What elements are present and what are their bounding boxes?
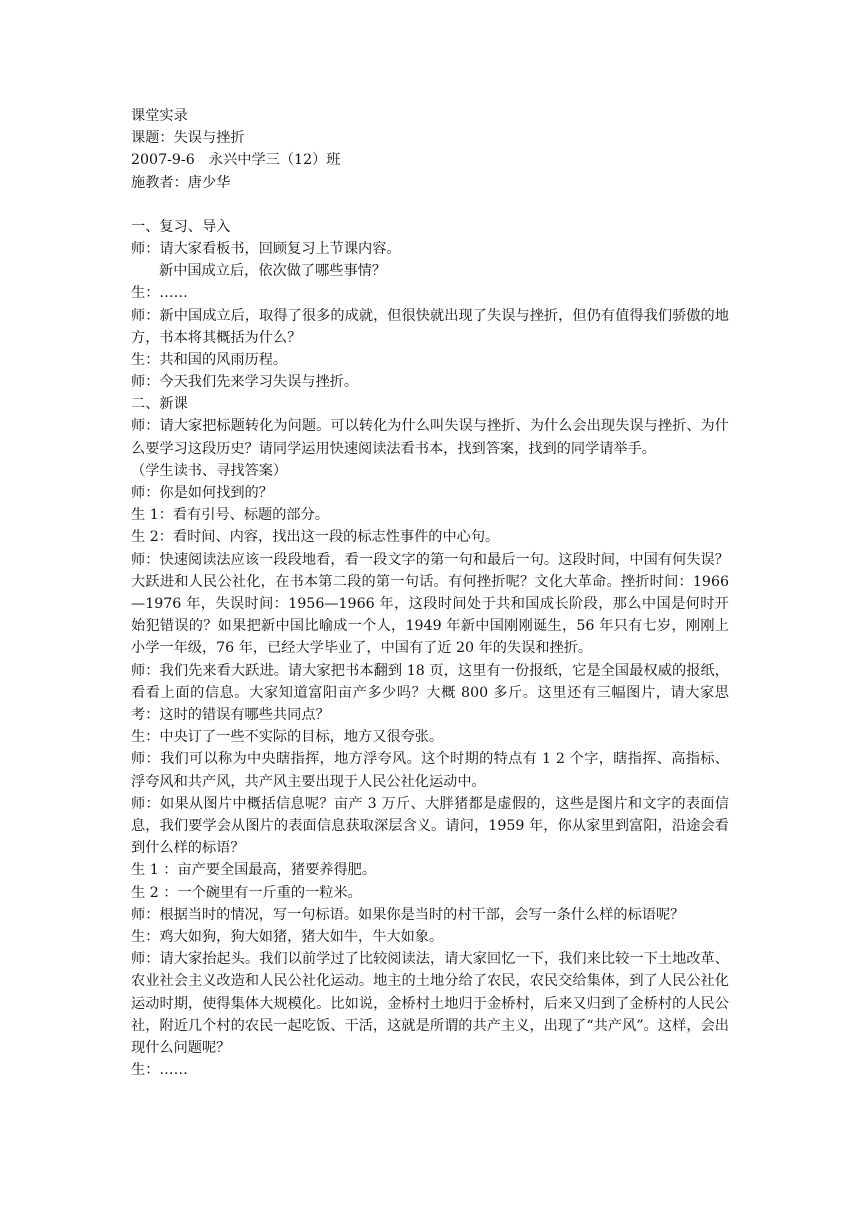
dialogue-line: 师：根据当时的情况，写一句标语。如果你是当时的村干部，会写一条什么样的标语呢？ (131, 906, 685, 923)
section-review-heading: 一、复习、导入 (131, 218, 231, 235)
dialogue-paragraph: 师：我们可以称为中央瞎指挥，地方浮夸风。这个时期的特点有 1 2 个字，瞎指挥、高指标、浮夸风和共产风，共产风主要出现于人民公社化运动中。 (131, 751, 729, 790)
dialogue-paragraph: 师：新中国成立后，取得了很多的成就，但很快就出现了失误与挫折，但仍有值得我们骄傲的地方，书本将其概括为什么？ (131, 307, 729, 346)
blank-line (131, 194, 729, 216)
section-new-lesson-heading: 二、新课 (131, 396, 188, 413)
dialogue-line: 生：共和国的风雨历程。 (131, 351, 288, 368)
dialogue-paragraph: 师：如果从图片中概括信息呢？亩产 3 万斤、大胖猪都是虚假的，这些是图片和文字的表面信息，我们要学会从图片的表面信息获取深层含义。请问，1959 年，你从家里到富阳，沿途会看到什么样的标语？ (131, 795, 729, 857)
dialogue-paragraph: 师：请大家把标题转化为问题。可以转化为什么叫失误与挫折、为什么会出现失误与挫折、为什么要学习这段历史？请同学运用快速阅读法看书本，找到答案，找到的同学请举手。 (131, 418, 729, 457)
dialogue-line: 新中国成立后，依次做了哪些事情？ (159, 263, 387, 280)
date-and-class: 2007-9-6 永兴中学三（12）班 (131, 152, 341, 169)
stage-direction: （学生读书、寻找答案） (131, 462, 288, 479)
record-label: 课堂实录 (131, 108, 188, 124)
lesson-topic: 课题：失误与挫折 (131, 130, 245, 147)
dialogue-line: 生 1 ：亩产要全国最高，猪要养得肥。 (131, 862, 377, 879)
dialogue-line: 师：你是如何找到的？ (131, 485, 273, 502)
document-page (131, 105, 729, 1081)
dialogue-line: 生 2：看时间、内容，找出这一段的标志性事件的中心句。 (131, 529, 500, 546)
dialogue-line: 生 1：看有引号、标题的部分。 (131, 507, 329, 524)
dialogue-line: 生：…… (131, 285, 188, 302)
dialogue-line: 师：今天我们先来学习失误与挫折。 (131, 374, 359, 391)
dialogue-line: 生：中央订了一些不实际的目标，地方又很夸张。 (131, 729, 444, 746)
dialogue-paragraph: 师：快速阅读法应该一段段地看，看一段文字的第一句和最后一句。这段时间，中国有何失误？大跃进和人民公社化，在书本第二段的第一句话。有何挫折呢？文化大革命。挫折时间：1966—1976 年，失误时间：1956—1966 年，这段时间处于共和国成长阶段，那么中国是何时开始犯错误的？如果把新中国比喻成一个人，1949 年新中国刚刚诞生，56 年只有七岁，刚刚上小学一年级，76 年，已经大学毕业了，中国有了近 20 年的失误和挫折。 (131, 551, 729, 657)
dialogue-line: 师：请大家看板书，回顾复习上节课内容。 (131, 240, 401, 257)
dialogue-paragraph: 师：我们先来看大跃进。请大家把书本翻到 18 页，这里有一份报纸，它是全国最权威的报纸，看看上面的信息。大家知道富阳亩产多少吗？大概 800 多斤。这里还有三幅图片，请大家思考：这时的错误有哪些共同点？ (131, 662, 729, 724)
dialogue-paragraph: 师：请大家抬起头。我们以前学过了比较阅读法，请大家回忆一下，我们来比较一下土地改革、农业社会主义改造和人民公社化运动。地主的土地分给了农民，农民交给集体，到了人民公社化运动时期，使得集体大规模化。比如说，金桥村土地归于金桥村，后来又归到了金桥村的人民公社，附近几个村的农民一起吃饭、干活，这就是所谓的共产主义，出现了“共产风”。这样，会出现什么问题呢？ (131, 951, 729, 1057)
teacher-name: 施教者：唐少华 (131, 174, 231, 191)
dialogue-line: 生 2 ：一个碗里有一斤重的一粒米。 (131, 884, 362, 901)
dialogue-line: 生：…… (131, 1062, 188, 1079)
dialogue-line: 生：鸡大如狗，狗大如猪，猪大如牛，牛大如象。 (131, 929, 444, 946)
